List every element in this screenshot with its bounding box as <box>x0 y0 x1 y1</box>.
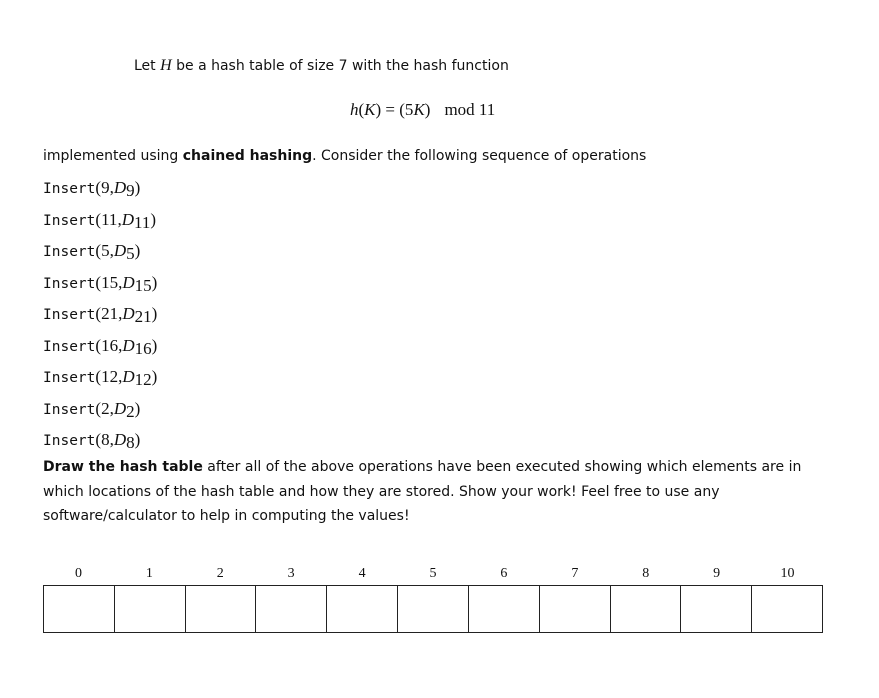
formula-k1: K <box>364 100 376 119</box>
operation-sub: 5 <box>126 244 135 263</box>
hash-table-cell <box>469 586 540 632</box>
table-index-label: 7 <box>571 566 579 581</box>
table-index-label: 6 <box>500 566 508 581</box>
operation-key: 21 <box>101 304 119 323</box>
operation-sub: 11 <box>133 212 151 232</box>
hash-table-cell <box>256 586 327 632</box>
table-index-label: 10 <box>780 566 795 581</box>
operation-paren-close: ) <box>151 272 158 292</box>
operation-cmd: Insert <box>43 338 96 355</box>
operation-paren: ( <box>95 398 102 418</box>
operation-key: 12 <box>101 367 119 386</box>
operation-key: 11 <box>101 209 118 229</box>
operation-comma: , <box>118 335 123 355</box>
operation-line <box>43 304 157 324</box>
operation-paren: ( <box>95 304 102 323</box>
operation-line <box>43 336 157 356</box>
operation-paren-close: ) <box>150 209 157 229</box>
operation-paren: ( <box>95 209 102 229</box>
operation-sub: 16 <box>134 338 152 358</box>
operation-comma: , <box>109 398 114 418</box>
operation-sub: 15 <box>134 275 152 295</box>
operation-d: D <box>113 398 127 418</box>
operation-d: D <box>122 367 135 386</box>
operation-line <box>43 399 140 419</box>
implemented-bold: chained hashing <box>182 148 313 164</box>
table-index-label: 5 <box>429 566 437 581</box>
operation-d: D <box>122 304 135 323</box>
operation-d: D <box>113 430 127 449</box>
operation-comma: , <box>117 209 122 229</box>
table-index-label: 0 <box>74 566 82 581</box>
operation-comma: , <box>109 430 114 449</box>
formula-k2: K <box>413 100 425 119</box>
hash-formula <box>350 100 495 120</box>
table-index-label: 8 <box>642 566 650 581</box>
operation-d: D <box>122 272 135 292</box>
table-index-label: 1 <box>145 566 153 581</box>
operation-cmd: Insert <box>43 244 96 260</box>
table-index-label: 9 <box>713 566 721 581</box>
hash-table-cell <box>44 586 115 632</box>
operation-comma: , <box>109 178 114 197</box>
operation-key: 15 <box>101 272 119 292</box>
operation-cmd: Insert <box>43 181 96 197</box>
implemented-post: . Consider the following sequence of operations <box>312 148 647 164</box>
formula-mid: ) = (5 <box>375 100 414 119</box>
formula-h: h <box>350 100 359 119</box>
operation-cmd: Insert <box>43 370 96 386</box>
operation-key: 2 <box>101 398 110 418</box>
operation-line <box>43 178 140 198</box>
operation-line <box>43 241 140 261</box>
hash-table-cell <box>681 586 752 632</box>
operation-paren: ( <box>95 272 102 292</box>
intro-rest: be a hash table of size 7 with the hash function <box>171 58 509 74</box>
instruction-paragraph <box>43 455 833 529</box>
operation-d: D <box>113 178 127 197</box>
operation-cmd: Insert <box>43 433 96 449</box>
hash-table-cell <box>540 586 611 632</box>
formula-paren: ( <box>358 100 365 119</box>
implemented-pre: implemented using <box>43 148 183 164</box>
operation-paren: ( <box>95 178 102 197</box>
operation-paren: ( <box>95 241 102 260</box>
hash-table-cell <box>115 586 186 632</box>
hash-table-cell <box>752 586 822 632</box>
operation-sub: 2 <box>126 401 135 421</box>
operation-sub: 21 <box>134 307 152 326</box>
operation-paren-close: ) <box>151 367 158 386</box>
operation-comma: , <box>118 367 123 386</box>
operation-d: D <box>121 209 134 229</box>
hash-table-cell <box>186 586 257 632</box>
operation-paren: ( <box>95 430 102 449</box>
operation-key: 9 <box>101 178 110 197</box>
table-index-label: 3 <box>287 566 295 581</box>
operation-paren-close: ) <box>134 241 141 260</box>
hash-table-cell <box>611 586 682 632</box>
intro-lead: Let <box>134 58 161 74</box>
operation-paren-close: ) <box>134 430 141 449</box>
operation-line <box>43 273 157 293</box>
operation-comma: , <box>118 304 123 323</box>
operation-cmd: Insert <box>43 401 96 418</box>
operation-d: D <box>113 241 127 260</box>
table-variable: H <box>160 57 172 74</box>
hash-table-cell <box>327 586 398 632</box>
formula-mod: mod 11 <box>444 100 496 119</box>
operation-cmd: Insert <box>43 212 96 229</box>
operation-cmd: Insert <box>43 307 96 323</box>
operation-line <box>43 367 157 387</box>
implemented-line <box>43 148 646 164</box>
intro-line <box>134 57 509 75</box>
hash-table <box>43 585 823 633</box>
operation-sub: 8 <box>126 433 135 452</box>
operation-line <box>43 210 156 230</box>
operation-comma: , <box>109 241 114 260</box>
operation-cmd: Insert <box>43 275 96 292</box>
operation-sub: 9 <box>126 181 135 200</box>
table-index-label: 2 <box>216 566 224 581</box>
operation-paren: ( <box>95 367 102 386</box>
operation-key: 5 <box>101 241 110 260</box>
table-index-label: 4 <box>358 566 366 581</box>
operation-sub: 12 <box>134 370 152 389</box>
operation-paren-close: ) <box>151 304 158 323</box>
operation-paren-close: ) <box>134 398 141 418</box>
instruction-bold: Draw the hash table <box>43 459 203 475</box>
operation-paren-close: ) <box>151 335 158 355</box>
operation-key: 16 <box>101 335 119 355</box>
operation-comma: , <box>118 272 123 292</box>
operation-line <box>43 430 140 450</box>
operation-paren: ( <box>95 335 102 355</box>
operation-key: 8 <box>101 430 110 449</box>
instruction-rest: after all of the above operations have been executed showing which elements are in which locations of the hash table and how they are stored. Show your work! Feel free to use any software/calculator to help in computing the values! <box>43 459 802 524</box>
operation-paren-close: ) <box>134 178 141 197</box>
operation-d: D <box>122 335 135 355</box>
formula-close: ) <box>424 100 431 119</box>
hash-table-cell <box>398 586 469 632</box>
